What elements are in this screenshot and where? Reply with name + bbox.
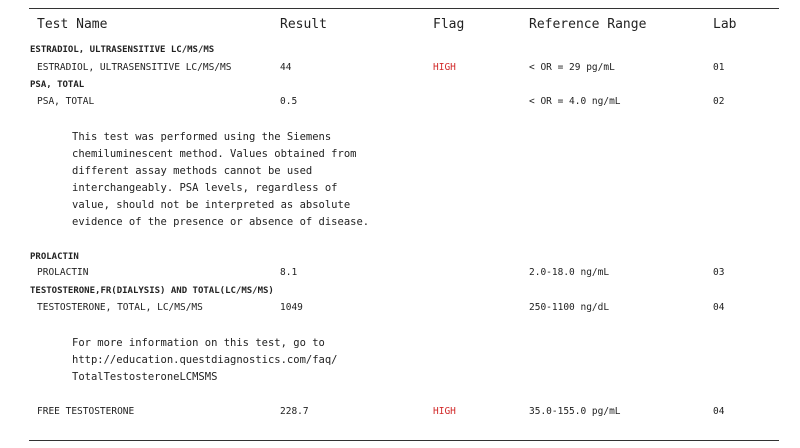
reference-range: 2.0-18.0 ng/mL (529, 267, 610, 278)
result-value: 44 (280, 62, 292, 73)
result-value: 228.7 (280, 406, 309, 417)
lab-code: 04 (713, 302, 725, 313)
flag-badge: HIGH (433, 62, 456, 73)
note-line: evidence of the presence or absence of disease. (72, 216, 370, 228)
top-rule (29, 8, 779, 9)
lab-code: 01 (713, 62, 725, 73)
section-title: PSA, TOTAL (30, 80, 85, 90)
result-value: 0.5 (280, 96, 298, 107)
result-value: 8.1 (280, 267, 298, 278)
bottom-rule (29, 440, 779, 441)
note-line: TotalTestosteroneLCMSMS (72, 371, 218, 383)
section-title: ESTRADIOL, ULTRASENSITIVE LC/MS/MS (30, 45, 215, 55)
section-title: TESTOSTERONE,FR(DIALYSIS) AND TOTAL(LC/MS/MS) (30, 286, 274, 296)
header-result: Result (280, 17, 327, 32)
test-name: PROLACTIN (37, 267, 89, 278)
header-flag: Flag (433, 17, 465, 32)
reference-range: < OR = 29 pg/mL (529, 62, 615, 73)
note-line: interchangeably. PSA levels, regardless of (72, 182, 338, 194)
note-line: http://education.questdiagnostics.com/faq/ (72, 354, 338, 366)
header-lab: Lab (713, 17, 737, 32)
note-line: different assay methods cannot be used (72, 165, 313, 177)
note-line: For more information on this test, go to (72, 337, 325, 349)
test-name: TESTOSTERONE, TOTAL, LC/MS/MS (37, 302, 203, 313)
reference-range: < OR = 4.0 ng/mL (529, 96, 621, 107)
result-value: 1049 (280, 302, 303, 313)
test-name: ESTRADIOL, ULTRASENSITIVE LC/MS/MS (37, 62, 232, 73)
flag-badge: HIGH (433, 406, 456, 417)
lab-code: 03 (713, 267, 725, 278)
section-title: PROLACTIN (30, 252, 79, 262)
test-name: PSA, TOTAL (37, 96, 95, 107)
header-reference-range: Reference Range (529, 17, 647, 32)
lab-code: 02 (713, 96, 725, 107)
test-name: FREE TESTOSTERONE (37, 406, 135, 417)
note-line: value, should not be interpreted as absolute (72, 199, 351, 211)
lab-code: 04 (713, 406, 725, 417)
note-line: This test was performed using the Siemens (72, 131, 332, 143)
header-test-name: Test Name (37, 17, 108, 32)
reference-range: 250-1100 ng/dL (529, 302, 610, 313)
note-line: chemiluminescent method. Values obtained from (72, 148, 357, 160)
reference-range: 35.0-155.0 pg/mL (529, 406, 621, 417)
